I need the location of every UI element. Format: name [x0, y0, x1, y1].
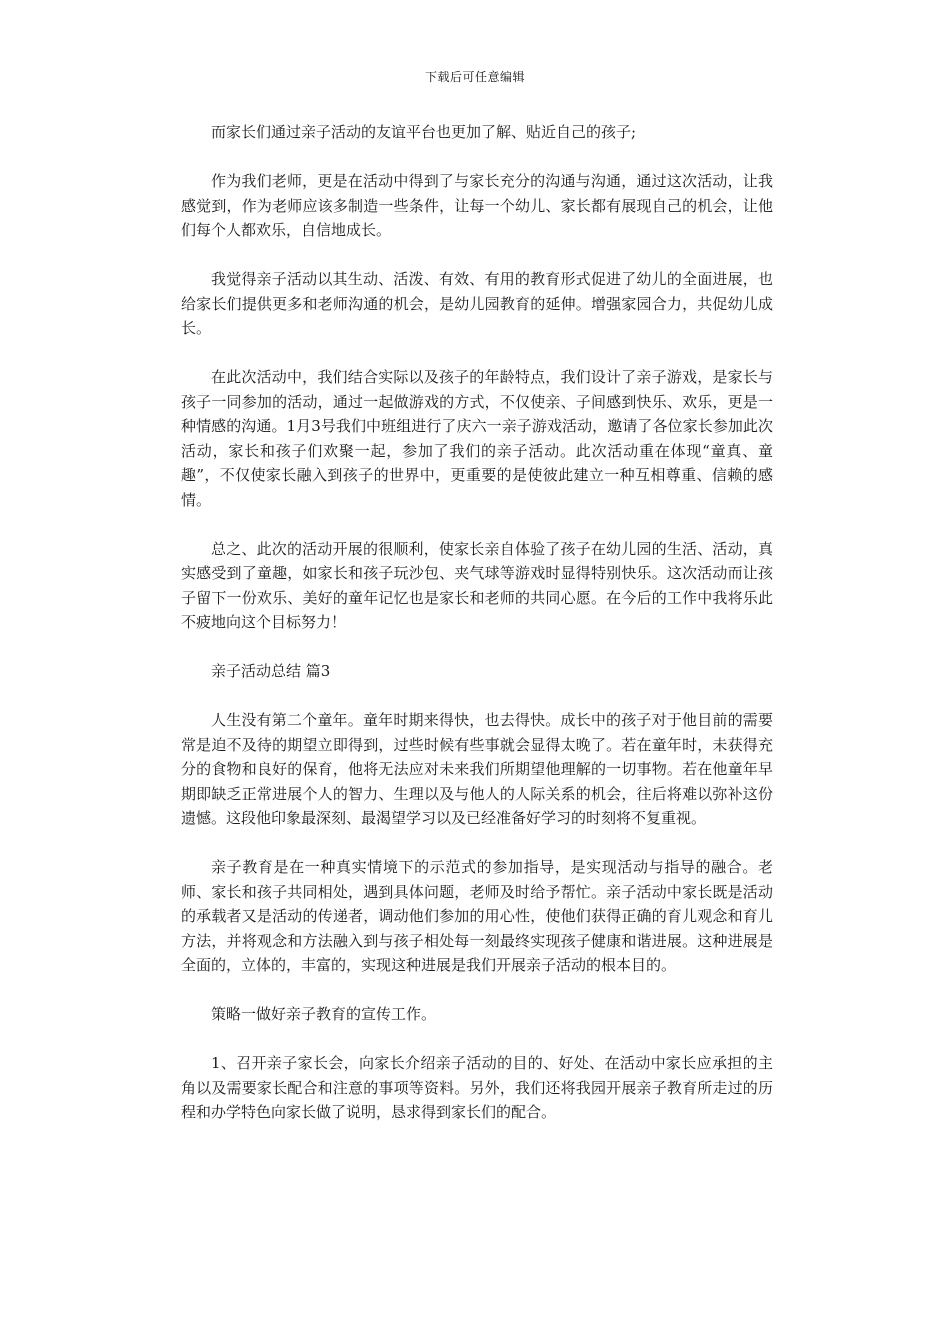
- section-heading: 亲子活动总结 篇3: [211, 662, 331, 680]
- paragraph: 作为我们老师，更是在活动中得到了与家长充分的沟通与沟通，通过这次活动，让我感觉到，作为老师应该多制造一些条件，让每一个幼儿、家长都有展现自己的机会，让他们每个人都欢乐，自信地成长。: [181, 172, 773, 239]
- paragraph: 而家长们通过亲子活动的友谊平台也更加了解、贴近自己的孩子;: [211, 123, 637, 141]
- paragraph: 人生没有第二个童年。童年时期来得快，也去得快。成长中的孩子对于他目前的需要常是迫不及待的期望立即得到，过些时候有些事就会显得太晚了。若在童年时，未获得充分的食物和良好的保育，他将无法应对未来我们所期望他理解的一切事物。若在他童年早期即缺乏正常进展个人的智力、生理以及与他人的人际关系的机会，往后将难以弥补这份遗憾。这段他印象最深刻、最渴望学习以及已经准备好学习的时刻将不复重视。: [181, 711, 773, 827]
- paragraph: 我觉得亲子活动以其生动、活泼、有效、有用的教育形式促进了幼儿的全面进展，也给家长们提供更多和老师沟通的机会，是幼儿园教育的延伸。增强家园合力，共促幼儿成长。: [181, 270, 773, 337]
- strategy-heading: 策略一做好亲子教育的宣传工作。: [211, 1005, 437, 1023]
- document-body: [181, 120, 773, 1149]
- paragraph: 总之、此次的活动开展的很顺利，使家长亲自体验了孩子在幼儿园的生活、活动，真实感受到了童趣，如家长和孩子玩沙包、夹气球等游戏时显得特别快乐。这次活动而让孩子留下一份欢乐、美好的童年记忆也是家长和老师的共同心愿。在今后的工作中我将乐此不疲地向这个目标努力！: [181, 539, 773, 631]
- paragraph: 亲子教育是在一种真实情境下的示范式的参加指导，是实现活动与指导的融合。老师、家长和孩子共同相处，遇到具体问题，老师及时给予帮忙。亲子活动中家长既是活动的承载者又是活动的传递者，调动他们参加的用心性，使他们获得正确的育儿观念和育儿方法，并将观念和方法融入到与孩子相处每一刻最终实现孩子健康和谐进展。这种进展是全面的，立体的，丰富的，实现这种进展是我们开展亲子活动的根本目的。: [181, 858, 773, 974]
- paragraph: 在此次活动中，我们结合实际以及孩子的年龄特点，我们设计了亲子游戏，是家长与孩子一同参加的活动，通过一起做游戏的方式，不仅使亲、子间感到快乐、欢乐，更是一种情感的沟通。1月3号我们中班组进行了庆六一亲子游戏活动，邀请了各位家长参加此次活动，家长和孩子们欢聚一起，参加了我们的亲子活动。此次活动重在体现“童真、童趣”，不仅使家长融入到孩子的世界中，更重要的是使彼此建立一种互相尊重、信赖的感情。: [181, 368, 773, 509]
- page-header: 下载后可任意编辑: [424, 70, 525, 84]
- paragraph: 1、召开亲子家长会，向家长介绍亲子活动的目的、好处、在活动中家长应承担的主角以及需要家长配合和注意的事项等资料。另外，我们还将我园开展亲子教育所走过的历程和办学特色向家长做了说明，恳求得到家长们的配合。: [181, 1054, 773, 1121]
